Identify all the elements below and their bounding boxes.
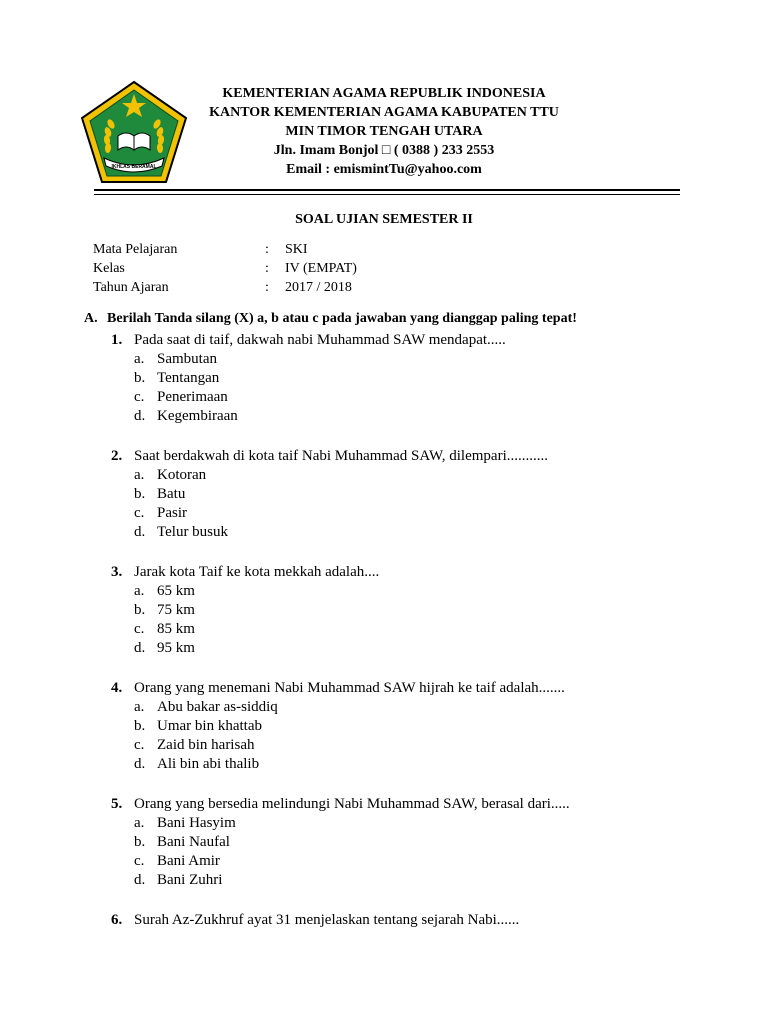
option-text: Bani Amir	[157, 853, 220, 869]
info-colon: :	[265, 280, 269, 295]
question-text: Orang yang menemani Nabi Muhammad SAW hijrah ke taif adalah.......	[134, 680, 565, 696]
info-value: IV (EMPAT)	[285, 261, 357, 276]
question-spacer	[0, 774, 768, 794]
option-letter: b.	[134, 370, 146, 386]
question-number: 2.	[111, 448, 123, 464]
question-line	[0, 330, 768, 350]
exam-title: SOAL UJIAN SEMESTER II	[295, 212, 473, 227]
question-text: Orang yang bersedia melindungi Nabi Muhammad SAW, berasal dari.....	[134, 796, 570, 812]
question-number: 5.	[111, 796, 123, 812]
option-text: Zaid bin harisah	[157, 737, 255, 753]
question-number: 1.	[111, 332, 123, 348]
option-text: 95 km	[157, 640, 195, 656]
answer-option	[0, 601, 768, 620]
option-letter: c.	[134, 621, 145, 637]
answer-option	[0, 698, 768, 717]
option-text: Penerimaan	[157, 389, 228, 405]
option-text: Batu	[157, 486, 186, 502]
question-line	[0, 678, 768, 698]
answer-option	[0, 504, 768, 523]
question-spacer	[0, 542, 768, 562]
school-address: Jln. Imam Bonjol □ ( 0388 ) 233 2553	[273, 143, 495, 158]
answer-option	[0, 407, 768, 426]
answer-option	[0, 639, 768, 658]
option-text: Kotoran	[157, 467, 207, 483]
answer-option	[0, 582, 768, 601]
option-letter: d.	[134, 524, 146, 540]
answer-option	[0, 369, 768, 388]
section-instruction: Berilah Tanda silang (X) a, b atau c pada jawaban yang dianggap paling tepat!	[107, 311, 577, 326]
logo-motto: IKHLAS BERAMAL	[111, 164, 157, 170]
question-line	[0, 794, 768, 814]
question-spacer	[0, 658, 768, 678]
option-text: 65 km	[157, 583, 195, 599]
school-email: Email : emismintTu@yahoo.com	[286, 162, 482, 177]
option-letter: c.	[134, 853, 145, 869]
answer-option	[0, 814, 768, 833]
question-line	[0, 562, 768, 582]
answer-option	[0, 620, 768, 639]
option-text: Kegembiraan	[157, 408, 238, 424]
option-text: Abu bakar as-siddiq	[157, 699, 278, 715]
info-label: Kelas	[93, 261, 125, 276]
answer-option	[0, 388, 768, 407]
question-item	[0, 330, 768, 446]
question-number: 4.	[111, 680, 123, 696]
question-number: 6.	[111, 912, 123, 928]
option-text: Tentangan	[157, 370, 220, 386]
section-letter: A.	[84, 311, 98, 326]
option-text: Bani Naufal	[157, 834, 230, 850]
option-letter: a.	[134, 467, 145, 483]
answer-option	[0, 736, 768, 755]
info-colon: :	[265, 261, 269, 276]
option-letter: a.	[134, 583, 145, 599]
info-colon: :	[265, 242, 269, 257]
question-item	[0, 678, 768, 794]
question-spacer	[0, 890, 768, 910]
option-letter: a.	[134, 699, 145, 715]
info-label: Mata Pelajaran	[93, 242, 178, 257]
office-name: KANTOR KEMENTERIAN AGAMA KABUPATEN TTU	[209, 105, 559, 120]
letterhead	[188, 84, 580, 179]
option-letter: c.	[134, 737, 145, 753]
answer-option	[0, 350, 768, 369]
question-line	[0, 446, 768, 466]
question-text: Pada saat di taif, dakwah nabi Muhammad SAW mendapat.....	[134, 332, 506, 348]
answer-option	[0, 717, 768, 736]
kemenag-logo	[80, 80, 188, 184]
option-text: Telur busuk	[157, 524, 229, 540]
letterhead-divider-thin	[94, 194, 680, 195]
option-letter: a.	[134, 815, 145, 831]
option-letter: d.	[134, 872, 146, 888]
school-name: MIN TIMOR TENGAH UTARA	[285, 124, 483, 139]
question-list	[0, 330, 768, 930]
option-text: Pasir	[157, 505, 187, 521]
info-value: 2017 / 2018	[285, 280, 352, 295]
option-letter: a.	[134, 351, 145, 367]
option-letter: d.	[134, 756, 146, 772]
ministry-name: KEMENTERIAN AGAMA REPUBLIK INDONESIA	[222, 86, 546, 101]
option-letter: c.	[134, 389, 145, 405]
option-letter: d.	[134, 640, 146, 656]
info-label: Tahun Ajaran	[93, 280, 169, 295]
option-letter: b.	[134, 602, 146, 618]
option-letter: b.	[134, 718, 146, 734]
answer-option	[0, 833, 768, 852]
question-item	[0, 562, 768, 678]
option-text: Sambutan	[157, 351, 217, 367]
question-spacer	[0, 426, 768, 446]
question-line	[0, 910, 768, 930]
answer-option	[0, 852, 768, 871]
option-letter: d.	[134, 408, 146, 424]
question-number: 3.	[111, 564, 123, 580]
option-text: 85 km	[157, 621, 195, 637]
question-item	[0, 794, 768, 910]
option-text: Ali bin abi thalib	[157, 756, 260, 772]
answer-option	[0, 755, 768, 774]
logo-book-icon	[118, 133, 150, 150]
option-text: 75 km	[157, 602, 195, 618]
option-text: Bani Zuhri	[157, 872, 223, 888]
question-text: Saat berdakwah di kota taif Nabi Muhammad SAW, dilempari...........	[134, 448, 548, 464]
option-letter: b.	[134, 486, 146, 502]
option-text: Umar bin khattab	[157, 718, 262, 734]
info-value: SKI	[285, 242, 308, 257]
option-text: Bani Hasyim	[157, 815, 236, 831]
question-item	[0, 446, 768, 562]
option-letter: b.	[134, 834, 146, 850]
answer-option	[0, 523, 768, 542]
answer-option	[0, 871, 768, 890]
question-text: Jarak kota Taif ke kota mekkah adalah....	[134, 564, 380, 580]
answer-option	[0, 485, 768, 504]
letterhead-divider-thick	[94, 189, 680, 191]
question-item	[0, 910, 768, 930]
option-letter: c.	[134, 505, 145, 521]
answer-option	[0, 466, 768, 485]
question-text: Surah Az-Zukhruf ayat 31 menjelaskan tentang sejarah Nabi......	[134, 912, 520, 928]
